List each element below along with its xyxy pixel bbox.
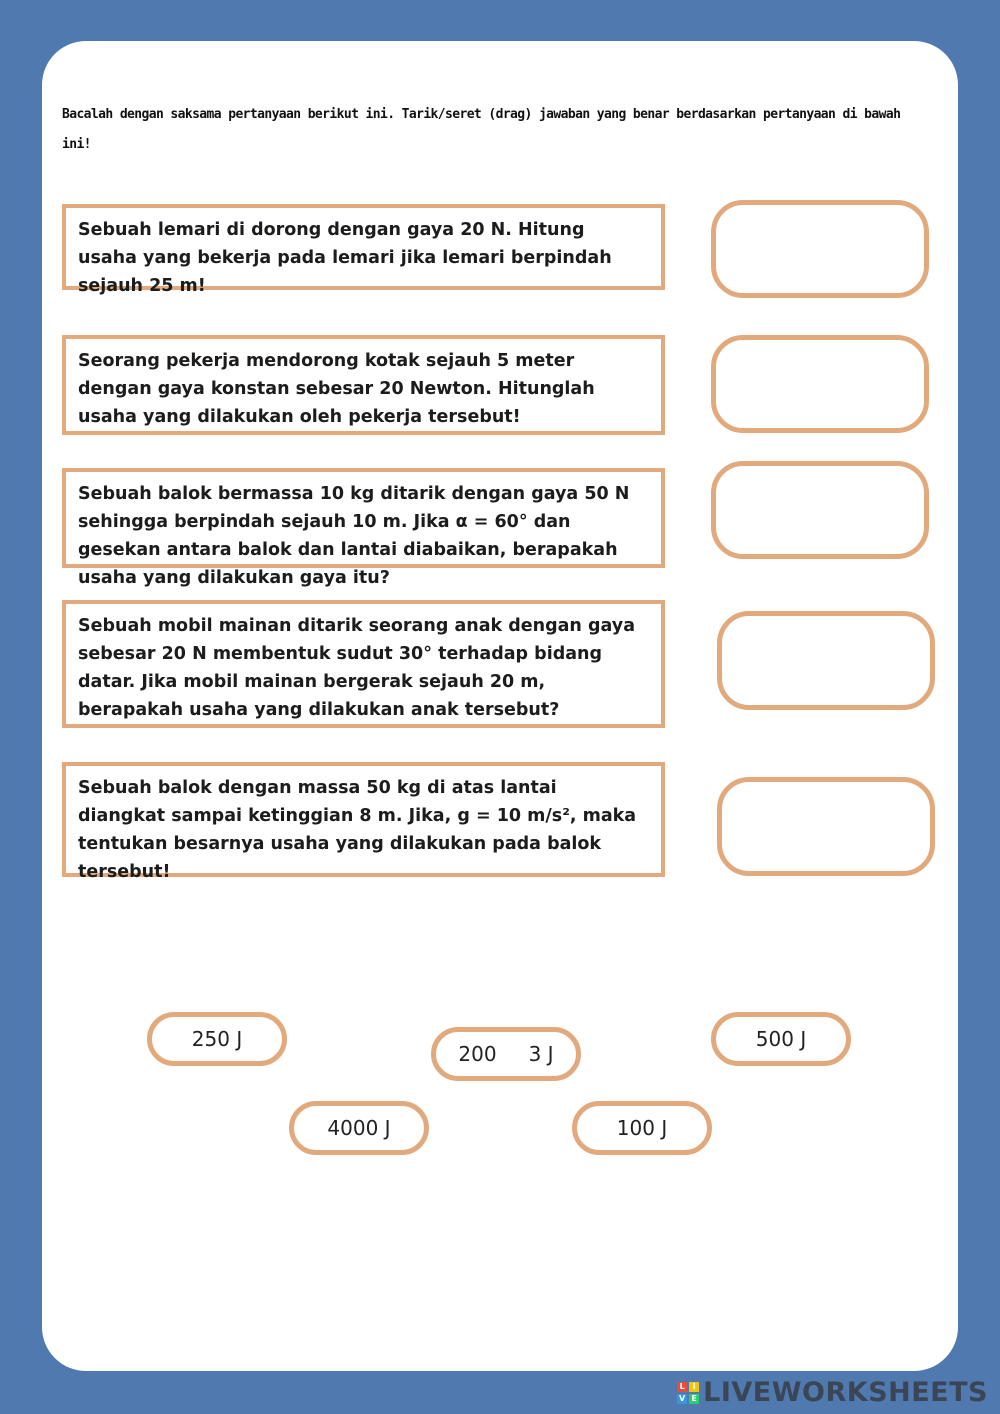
answer-chip-label: 200 <box>458 1042 497 1066</box>
answer-chip-label: 250 J <box>191 1027 243 1051</box>
logo-letter: I <box>689 1382 699 1392</box>
answer-dropzone-4[interactable] <box>717 611 935 710</box>
answer-chip-label: 100 J <box>616 1116 668 1140</box>
live-logo-icon <box>677 1382 699 1404</box>
answer-chip-label: 4000 J <box>327 1116 391 1140</box>
question-1: Sebuah lemari di dorong dengan gaya 20 N. Hitung usaha yang bekerja pada lemari jika lemari berpindah sejauh 25 m! <box>62 204 665 290</box>
liveworksheets-logo <box>677 1377 988 1408</box>
answer-dropzone-3[interactable] <box>711 461 929 559</box>
answer-chip-4000[interactable] <box>289 1101 429 1155</box>
logo-letter: E <box>689 1394 699 1404</box>
answer-dropzone-1[interactable] <box>711 200 929 298</box>
brand-name: LIVEWORKSHEETS <box>703 1377 988 1408</box>
answer-chip-label: 3 J <box>528 1042 554 1066</box>
logo-letter: L <box>677 1382 687 1392</box>
answer-chip-500[interactable] <box>711 1012 851 1066</box>
answer-dropzone-2[interactable] <box>711 335 929 433</box>
answer-chip-label: 500 J <box>755 1027 807 1051</box>
instruction-text: Bacalah dengan saksama pertanyaan berikut ini. Tarik/seret (drag) jawaban yang benar berdasarkan pertanyaan di bawah ini! <box>62 107 901 152</box>
answer-chip-100[interactable] <box>572 1101 712 1155</box>
question-2: Seorang pekerja mendorong kotak sejauh 5 meter dengan gaya konstan sebesar 20 Newton. Hitunglah usaha yang dilakukan oleh pekerja tersebut! <box>62 335 665 435</box>
answer-chip-250[interactable] <box>147 1012 287 1066</box>
question-3: Sebuah balok bermassa 10 kg ditarik dengan gaya 50 N sehingga berpindah sejauh 10 m. Jika α = 60° dan gesekan antara balok dan lantai diabaikan, berapakah usaha yang dilakukan gaya itu? <box>62 468 665 568</box>
answer-chip-200-3[interactable] <box>431 1027 581 1081</box>
question-4: Sebuah mobil mainan ditarik seorang anak dengan gaya sebesar 20 N membentuk sudut 30° terhadap bidang datar. Jika mobil mainan bergerak sejauh 20 m, berapakah usaha yang dilakukan anak tersebut? <box>62 600 665 728</box>
logo-letter: V <box>679 1393 686 1403</box>
question-5: Sebuah balok dengan massa 50 kg di atas lantai diangkat sampai ketinggian 8 m. Jika, g = 10 m/s², maka tentukan besarnya usaha yang dilakukan pada balok tersebut! <box>62 762 665 877</box>
answer-dropzone-5[interactable] <box>717 777 935 876</box>
